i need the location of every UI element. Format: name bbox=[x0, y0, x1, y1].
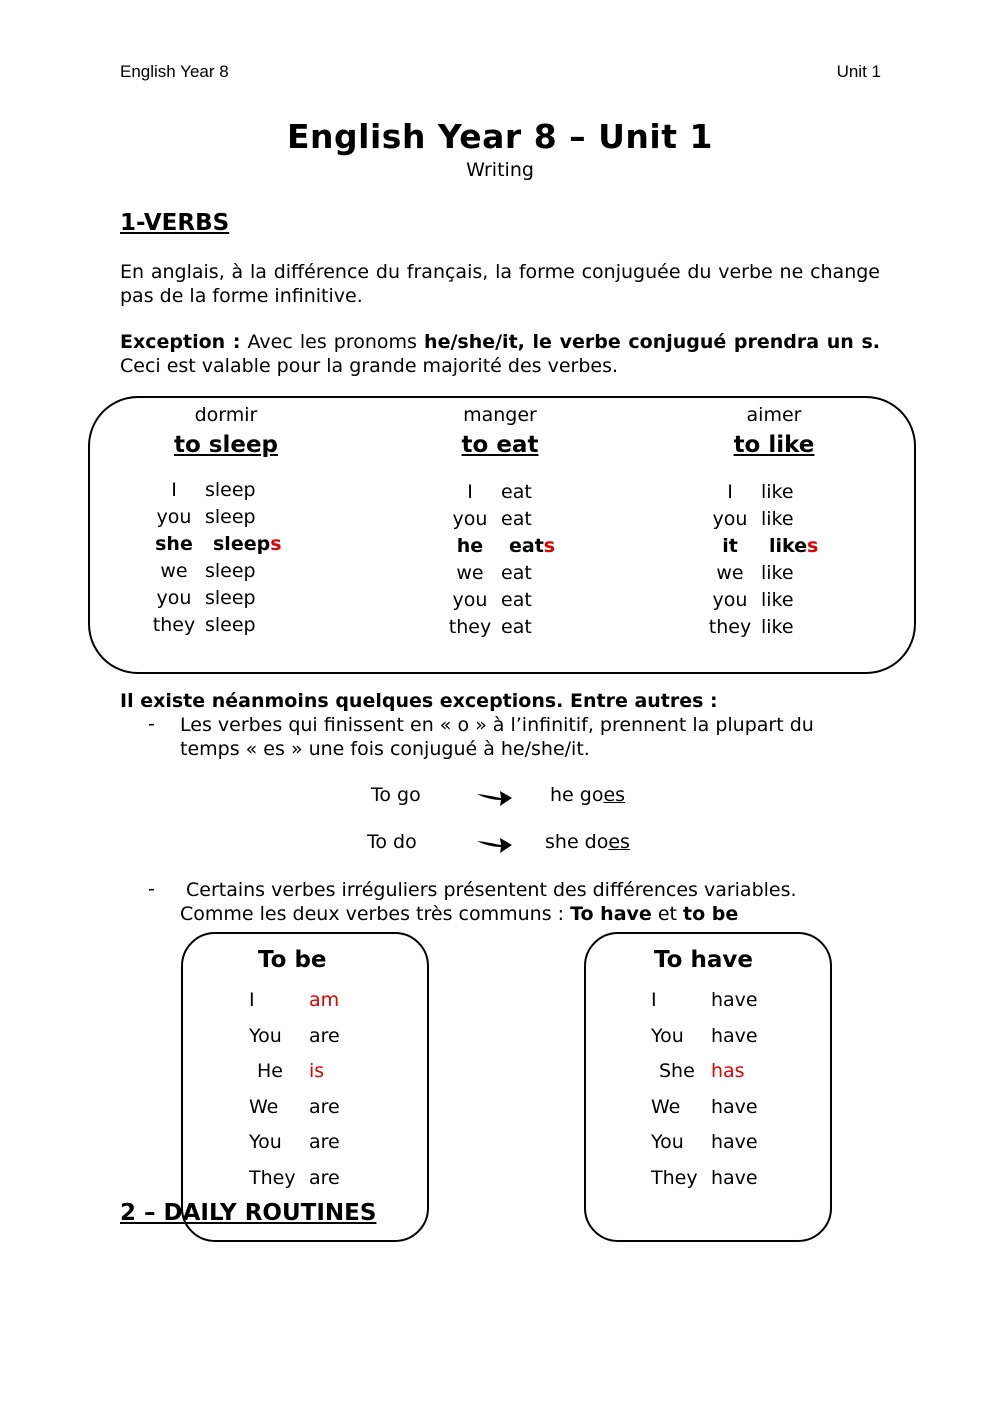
conjugation-row bbox=[651, 983, 758, 1019]
verb-column-eat bbox=[380, 404, 620, 458]
verb-form: are bbox=[309, 1131, 340, 1153]
example-ending: es bbox=[603, 784, 626, 806]
conjugation-row bbox=[249, 1125, 340, 1161]
verb-stem: eat bbox=[501, 616, 532, 638]
pronoun: you bbox=[452, 589, 488, 611]
exception-bold: he/she/it, le verbe conjugué prendra un s. bbox=[424, 331, 880, 353]
conjugation-row bbox=[703, 479, 818, 506]
verb-stem: eat bbox=[501, 481, 532, 503]
conjugation-row bbox=[651, 1019, 758, 1055]
verb-form: is bbox=[309, 1060, 325, 1082]
intro-paragraph: En anglais, à la différence du français, la forme conjuguée du verbe ne change pas de la forme infinitive. bbox=[120, 261, 880, 307]
verb-french: manger bbox=[463, 404, 537, 426]
to-be-list bbox=[249, 983, 340, 1196]
conjugation-row bbox=[443, 506, 555, 533]
header-left: English Year 8 bbox=[120, 62, 229, 81]
to-have-title: To have bbox=[654, 947, 753, 973]
conjugation-row bbox=[249, 1161, 340, 1197]
conjugation-row bbox=[147, 558, 282, 585]
verb-form bbox=[201, 558, 256, 585]
conjugation-row bbox=[147, 531, 282, 558]
verb-form bbox=[497, 614, 532, 641]
pronoun: They bbox=[651, 1166, 698, 1189]
pronoun: we bbox=[160, 560, 188, 582]
verb-form: are bbox=[309, 1024, 340, 1047]
verb-stem: sleep bbox=[205, 614, 256, 636]
conjugation-row bbox=[703, 506, 818, 533]
verb-form bbox=[201, 585, 256, 612]
conjugation-row bbox=[443, 614, 555, 641]
verb-suffix: s bbox=[807, 535, 819, 557]
pronoun: We bbox=[651, 1095, 681, 1118]
conjugation-row bbox=[443, 587, 555, 614]
pronoun: She bbox=[659, 1060, 695, 1082]
verb-form bbox=[757, 587, 794, 614]
example-base: he go bbox=[550, 784, 604, 806]
arrow-right-icon bbox=[475, 833, 513, 855]
pronoun: we bbox=[716, 562, 744, 584]
item2-mid: et bbox=[651, 903, 684, 925]
verb-form bbox=[201, 612, 256, 639]
verb-english: to like bbox=[733, 432, 815, 458]
pronoun: they bbox=[708, 616, 752, 638]
page-subtitle: Writing bbox=[466, 159, 534, 181]
pronoun: They bbox=[249, 1166, 296, 1189]
verb-column-sleep bbox=[106, 404, 346, 458]
exception-text-2: Ceci est valable pour la grande majorité des verbes. bbox=[120, 355, 619, 377]
verb-form bbox=[757, 560, 794, 587]
verb-form: have bbox=[711, 989, 758, 1011]
pronoun: You bbox=[249, 1024, 282, 1047]
conjugation-list-eat bbox=[443, 479, 555, 641]
verb-stem: eat bbox=[501, 589, 532, 611]
verb-stem: like bbox=[769, 535, 808, 557]
pronoun: you bbox=[156, 587, 192, 609]
verb-form: am bbox=[309, 989, 340, 1011]
item2-bold-have: To have bbox=[570, 903, 652, 925]
pronoun: you bbox=[156, 506, 192, 528]
list-dash: - bbox=[148, 713, 155, 735]
verb-form: are bbox=[309, 1166, 340, 1189]
verb-stem: like bbox=[761, 616, 794, 638]
verb-english: to sleep bbox=[173, 432, 279, 458]
pronoun: I bbox=[171, 479, 177, 501]
verb-form: have bbox=[711, 1024, 758, 1047]
pronoun: she bbox=[155, 533, 193, 555]
verb-form bbox=[497, 587, 532, 614]
conjugation-row bbox=[249, 983, 340, 1019]
exception-paragraph bbox=[120, 330, 880, 378]
verb-french: dormir bbox=[194, 404, 258, 426]
pronoun: I bbox=[727, 481, 733, 503]
verb-form: are bbox=[309, 1095, 340, 1118]
conjugation-row bbox=[703, 614, 818, 641]
header-right: Unit 1 bbox=[836, 62, 881, 81]
conjugation-row bbox=[249, 1054, 340, 1090]
pronoun: they bbox=[152, 614, 196, 636]
exception-text-1: Avec les pronoms bbox=[240, 331, 425, 353]
to-be-title: To be bbox=[258, 947, 327, 973]
conjugation-row bbox=[147, 612, 282, 639]
conjugation-list-sleep bbox=[147, 477, 282, 639]
pronoun: You bbox=[651, 1131, 684, 1153]
conjugation-row bbox=[443, 479, 555, 506]
example-base: she do bbox=[545, 831, 609, 853]
conjugation-row bbox=[443, 533, 555, 560]
conjugation-row bbox=[703, 587, 818, 614]
pronoun: you bbox=[712, 508, 748, 530]
verb-stem: like bbox=[761, 508, 794, 530]
conjugation-row bbox=[249, 1090, 340, 1126]
pronoun: he bbox=[456, 535, 484, 557]
verb-stem: like bbox=[761, 481, 794, 503]
list-dash: - bbox=[148, 878, 155, 900]
example-conjugated bbox=[545, 831, 630, 853]
section-heading-verbs: 1-VERBS bbox=[120, 210, 230, 236]
verb-french: aimer bbox=[746, 404, 802, 426]
conjugation-row bbox=[651, 1161, 758, 1197]
verb-stem: eat bbox=[501, 562, 532, 584]
verb-form bbox=[757, 506, 794, 533]
exceptions-heading: Il existe néanmoins quelques exceptions. Entre autres : bbox=[120, 690, 718, 712]
verb-column-like bbox=[654, 404, 894, 458]
verb-form: have bbox=[711, 1095, 758, 1118]
verb-form bbox=[201, 504, 256, 531]
verb-stem: sleep bbox=[205, 560, 256, 582]
pronoun: I bbox=[249, 989, 255, 1011]
exception-item-2-line-1: Certains verbes irréguliers présentent des différences variables. bbox=[186, 879, 797, 901]
verb-stem: like bbox=[761, 562, 794, 584]
example-infinitive: To do bbox=[367, 831, 417, 853]
verb-form: has bbox=[711, 1060, 745, 1082]
verb-form: have bbox=[711, 1166, 758, 1189]
verb-form bbox=[497, 479, 532, 506]
example-conjugated bbox=[550, 784, 625, 806]
pronoun: I bbox=[651, 989, 657, 1011]
conjugation-row bbox=[249, 1019, 340, 1055]
example-ending: es bbox=[608, 831, 630, 853]
to-have-list bbox=[651, 983, 758, 1196]
item2-bold-be: to be bbox=[683, 903, 739, 925]
verb-form bbox=[757, 614, 794, 641]
conjugation-row bbox=[443, 560, 555, 587]
section-heading-daily-routines: 2 – DAILY ROUTINES bbox=[120, 1200, 377, 1226]
pronoun: He bbox=[257, 1060, 283, 1082]
conjugation-row bbox=[651, 1125, 758, 1161]
verb-form bbox=[497, 506, 532, 533]
pronoun: you bbox=[712, 589, 748, 611]
exception-item-2-line-2 bbox=[180, 902, 738, 926]
verb-form bbox=[201, 477, 256, 504]
verb-suffix: s bbox=[270, 533, 282, 555]
conjugation-row bbox=[651, 1054, 758, 1090]
page-title: English Year 8 – Unit 1 bbox=[287, 117, 713, 156]
verb-suffix: s bbox=[543, 535, 556, 557]
example-infinitive: To go bbox=[371, 784, 421, 806]
exception-item-1: Les verbes qui finissent en « o » à l’infinitif, prennent la plupart du temps « es » une fois conjugué à he/she/it. bbox=[180, 714, 814, 760]
verb-english: to eat bbox=[461, 432, 539, 458]
pronoun: it bbox=[722, 535, 738, 557]
verb-form bbox=[757, 479, 794, 506]
conjugation-row bbox=[147, 585, 282, 612]
verb-stem: eat bbox=[509, 535, 544, 557]
verb-stem: sleep bbox=[205, 479, 256, 501]
verb-form: have bbox=[711, 1131, 758, 1153]
verb-form bbox=[497, 560, 532, 587]
pronoun: you bbox=[452, 508, 488, 530]
exception-label: Exception : bbox=[120, 331, 241, 353]
verb-stem: sleep bbox=[213, 533, 271, 555]
verb-form bbox=[757, 533, 818, 560]
verb-stem: eat bbox=[501, 508, 532, 530]
conjugation-list-like bbox=[703, 479, 818, 641]
pronoun: You bbox=[249, 1131, 282, 1153]
conjugation-row bbox=[147, 477, 282, 504]
item2-prefix: Comme les deux verbes très communs : bbox=[180, 903, 571, 925]
arrow-right-icon bbox=[475, 786, 513, 808]
verb-stem: sleep bbox=[205, 587, 256, 609]
verb-stem: sleep bbox=[205, 506, 256, 528]
verb-form bbox=[497, 533, 555, 560]
conjugation-row bbox=[703, 560, 818, 587]
pronoun: I bbox=[467, 481, 473, 503]
conjugation-row bbox=[147, 504, 282, 531]
pronoun: they bbox=[448, 616, 492, 638]
verb-stem: like bbox=[761, 589, 794, 611]
pronoun: You bbox=[651, 1024, 684, 1047]
pronoun: we bbox=[456, 562, 484, 584]
pronoun: We bbox=[249, 1095, 279, 1118]
conjugation-row bbox=[651, 1090, 758, 1126]
verb-form bbox=[201, 531, 282, 558]
conjugation-row bbox=[703, 533, 818, 560]
